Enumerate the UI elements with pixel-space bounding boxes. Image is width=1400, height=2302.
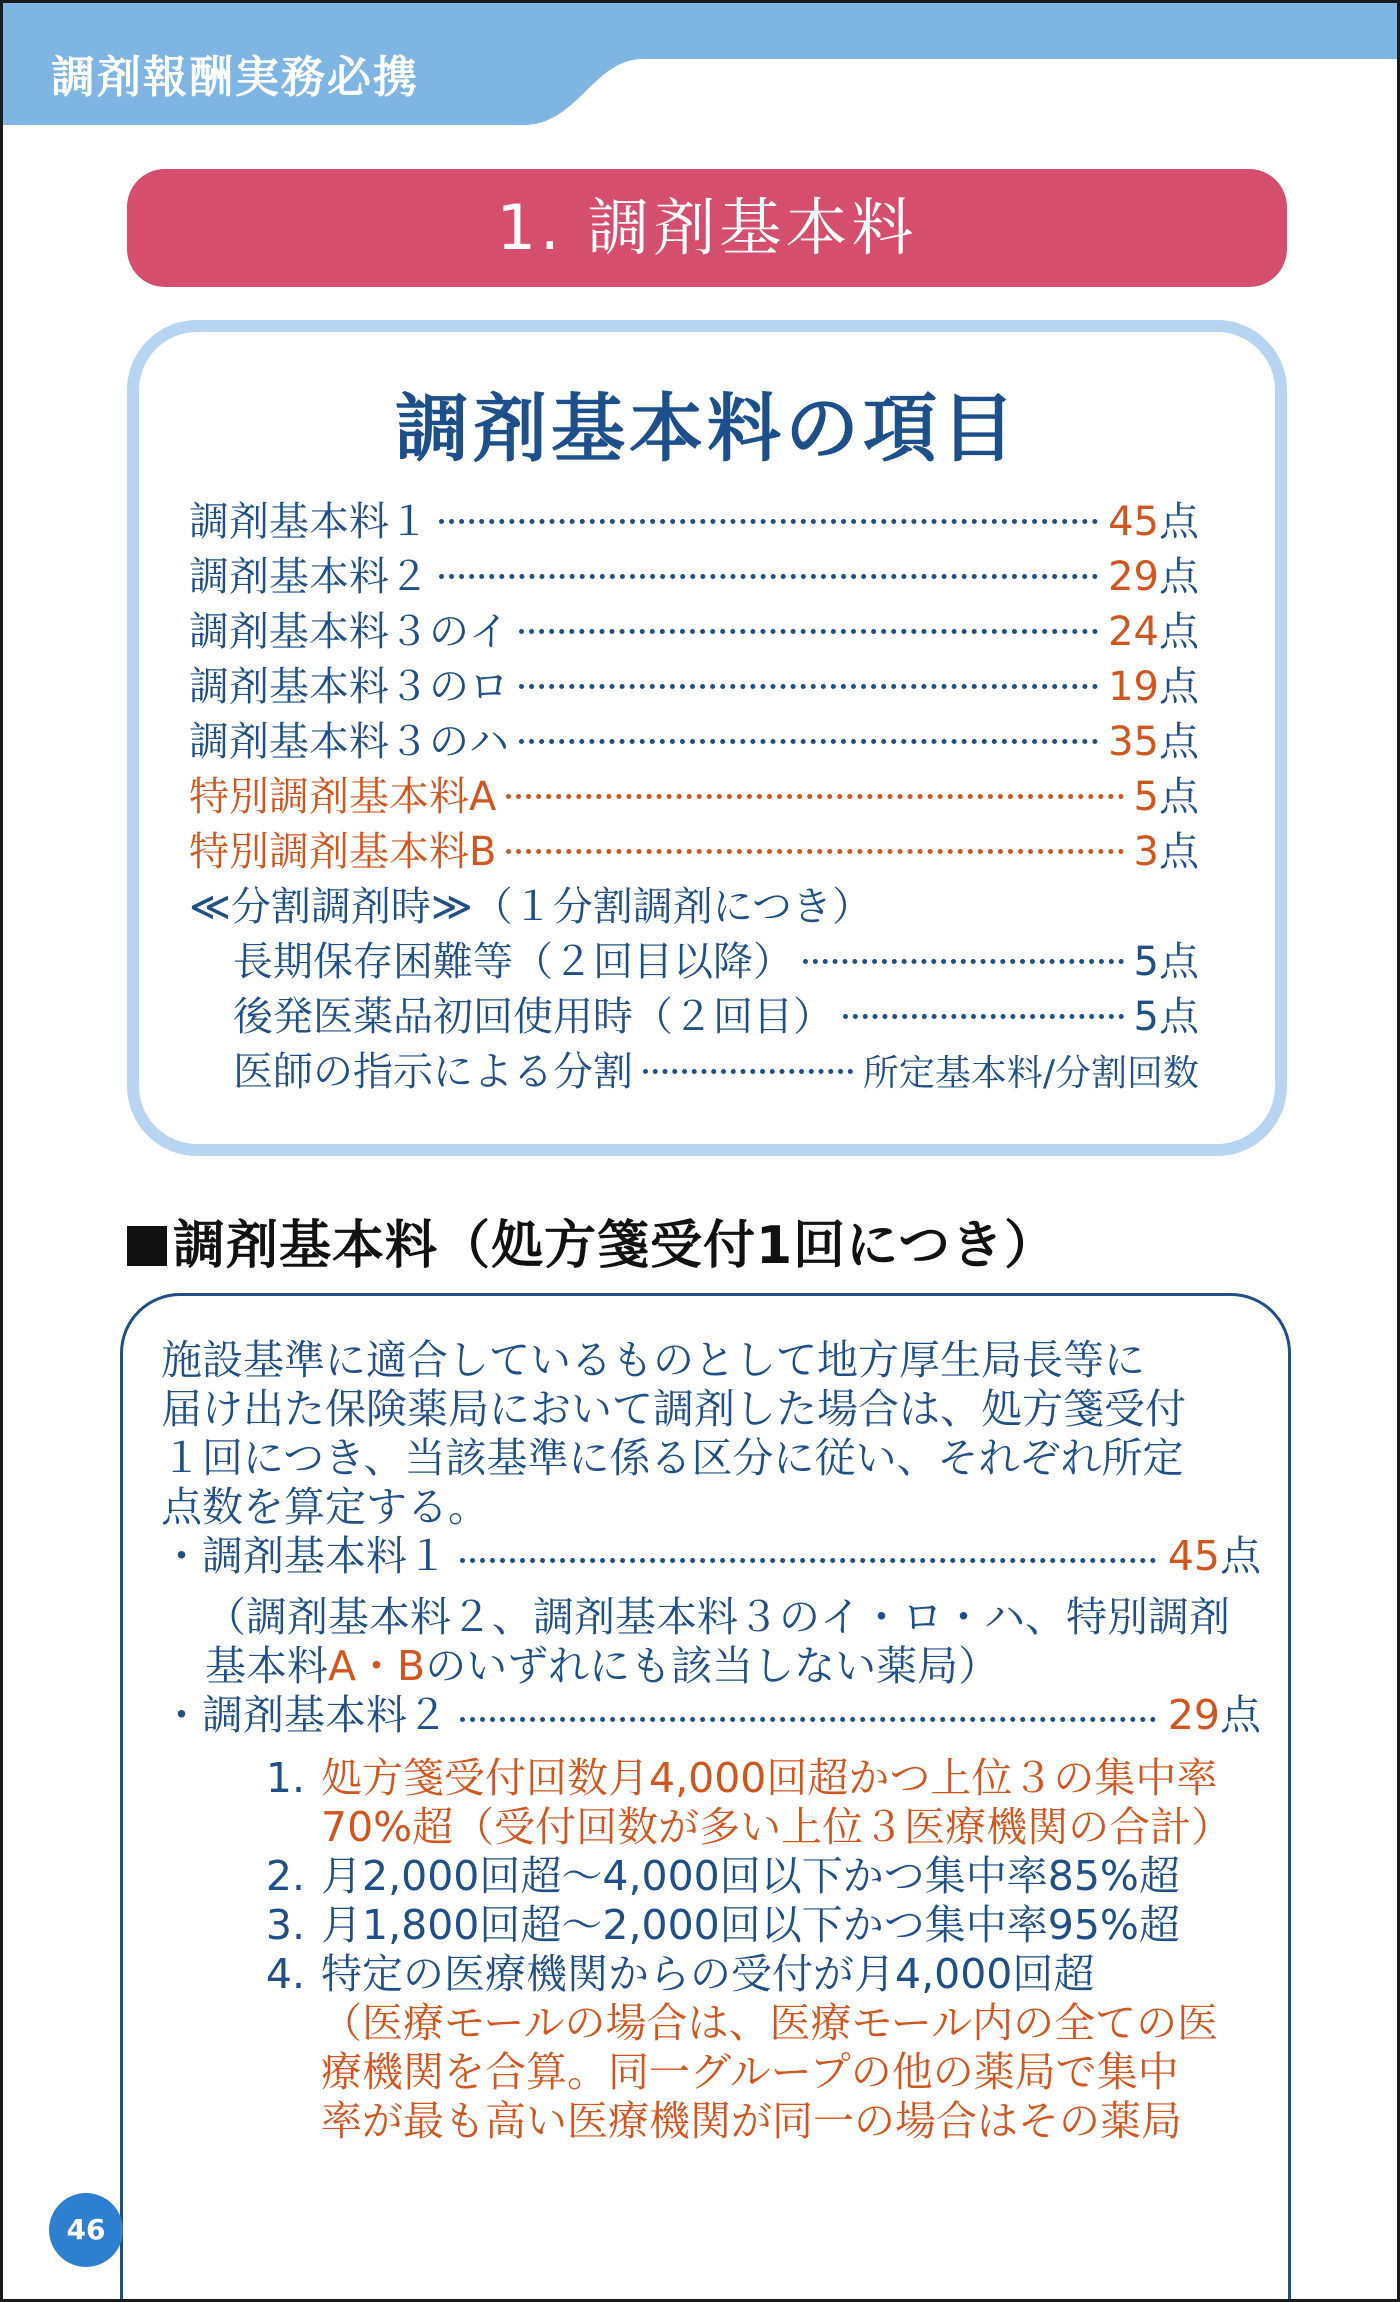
list-item — [189, 820, 1199, 875]
detail-text — [161, 1336, 1261, 2146]
item-points: 24 — [1108, 609, 1159, 655]
item-unit: 点 — [1159, 774, 1199, 820]
leader-dots — [519, 684, 1098, 689]
list-item — [189, 1040, 1199, 1095]
fee-row-1-note — [161, 1593, 1261, 1691]
list-item — [189, 490, 1199, 545]
item-points: 45 — [1108, 499, 1159, 545]
leader-dots — [519, 739, 1098, 744]
fee-points: 45 — [1167, 1532, 1220, 1580]
item-points: 29 — [1108, 554, 1159, 600]
leader-dots — [506, 794, 1123, 799]
leader-dots — [843, 1014, 1124, 1019]
item-unit: 点 — [1159, 554, 1199, 600]
leader-dots — [439, 519, 1098, 524]
criteria-text: 70%超（受付回数が多い上位３医療機関の合計） — [321, 1803, 1233, 1851]
list-item — [189, 985, 1199, 1040]
detail-box — [120, 1293, 1291, 2302]
item-unit: 点 — [1159, 829, 1199, 875]
criteria-item — [161, 1803, 1261, 1852]
list-item — [189, 710, 1199, 765]
criteria-number — [161, 1803, 321, 1852]
fee-label: ・調剤基本料１ — [161, 1532, 448, 1580]
intro-line: 点数を算定する。 — [161, 1483, 489, 1531]
criteria-number: 3. — [265, 1901, 305, 1949]
item-unit: 点 — [1159, 499, 1199, 545]
item-points: 所定基本料/分割回数 — [862, 1053, 1199, 1094]
fee-row-1 — [161, 1532, 1261, 1581]
items-list — [189, 490, 1199, 1095]
items-summary-box — [127, 320, 1287, 1156]
criteria-item — [161, 1852, 1261, 1901]
list-item — [189, 545, 1199, 600]
item-label: 調剤基本料３のハ — [189, 719, 509, 765]
list-item — [189, 930, 1199, 985]
item-label: 調剤基本料３のロ — [189, 664, 509, 710]
criteria-note-line: （医療モールの場合は、医療モール内の全ての医 — [321, 1999, 1219, 2047]
criteria-item — [161, 1901, 1261, 1950]
list-item — [189, 765, 1199, 820]
item-label: 調剤基本料３のイ — [189, 609, 509, 655]
criteria-text: 月2,000回超～4,000回以下かつ集中率85%超 — [321, 1852, 1180, 1900]
square-bullet-icon — [127, 1226, 167, 1266]
fee-unit: 点 — [1220, 1532, 1261, 1580]
note-line: （調剤基本料２、調剤基本料３のイ・ロ・ハ、特別調剤 — [205, 1593, 1230, 1641]
intro-line: 施設基準に適合しているものとして地方厚生局長等に — [161, 1336, 1145, 1384]
sub-section-heading — [127, 1203, 1057, 1278]
leader-dots — [439, 574, 1098, 579]
fee-points: 29 — [1167, 1691, 1220, 1739]
note-highlight: A・B — [328, 1642, 426, 1690]
criteria-note-line: 療機関を合算。同一グループの他の薬局で集中 — [321, 2048, 1179, 2096]
leader-dots — [506, 849, 1123, 854]
item-label: 医師の指示による分割 — [233, 1049, 633, 1095]
leader-dots — [803, 959, 1124, 964]
section-heading: 1. 調剤基本料 — [127, 169, 1287, 287]
criteria-text: 処方箋受付回数月4,000回超かつ上位３の集中率 — [321, 1754, 1218, 1802]
item-points: 5 — [1133, 774, 1159, 820]
leader-dots — [460, 1558, 1156, 1563]
item-label: 長期保存困難等（２回目以降） — [233, 939, 793, 985]
list-item — [189, 600, 1199, 655]
item-points: 5点 — [1133, 994, 1199, 1040]
criteria-text: 月1,800回超～2,000回以下かつ集中率95%超 — [321, 1901, 1180, 1949]
items-box-title: 調剤基本料の項目 — [395, 386, 1019, 472]
item-label: 調剤基本料１ — [189, 499, 429, 545]
criteria-item — [161, 1950, 1261, 1999]
criteria-note-line: 率が最も高い医療機関が同一の場合はその薬局 — [321, 2097, 1182, 2145]
criteria-item — [161, 1754, 1261, 1803]
running-header-title: 調剤報酬実務必携 — [51, 52, 419, 103]
sub-section-heading-text: 調剤基本料（処方箋受付1回につき） — [173, 1216, 1058, 1276]
item-unit: 点 — [1159, 719, 1199, 765]
item-label: 後発医薬品初回使用時（２回目） — [233, 994, 833, 1040]
intro-line: 届け出た保険薬局において調剤した場合は、処方箋受付 — [161, 1385, 1186, 1433]
leader-dots — [460, 1717, 1156, 1722]
item-points: 3 — [1133, 829, 1159, 875]
criteria-number: 2. — [265, 1852, 305, 1900]
leader-dots — [643, 1069, 853, 1074]
fee-row-2 — [161, 1691, 1261, 1740]
list-item — [189, 655, 1199, 710]
fee-unit: 点 — [1220, 1691, 1261, 1739]
item-unit: 点 — [1159, 609, 1199, 655]
note-line — [205, 1642, 1261, 1691]
item-points: 35 — [1108, 719, 1159, 765]
split-dispensing-heading: ≪分割調剤時≫（１分割調剤につき） — [189, 884, 872, 930]
criteria-number: 4. — [265, 1950, 305, 1998]
item-label: 調剤基本料２ — [189, 554, 429, 600]
item-label: 特別調剤基本料B — [189, 829, 497, 875]
criteria-text: 特定の医療機関からの受付が月4,000回超 — [321, 1950, 1095, 1998]
note-segment: 基本料 — [205, 1642, 328, 1690]
criteria-number: 1. — [265, 1754, 305, 1802]
item-unit: 点 — [1159, 664, 1199, 710]
fee-label: ・調剤基本料２ — [161, 1691, 448, 1739]
page-number-badge: 46 — [49, 2193, 123, 2267]
intro-line: １回につき、当該基準に係る区分に従い、それぞれ所定 — [161, 1434, 1184, 1482]
leader-dots — [519, 629, 1098, 634]
note-segment: のいずれにも該当しない薬局） — [425, 1642, 1000, 1690]
item-points: 19 — [1108, 664, 1159, 710]
item-label: 特別調剤基本料A — [189, 774, 497, 820]
item-points: 5点 — [1133, 939, 1199, 985]
